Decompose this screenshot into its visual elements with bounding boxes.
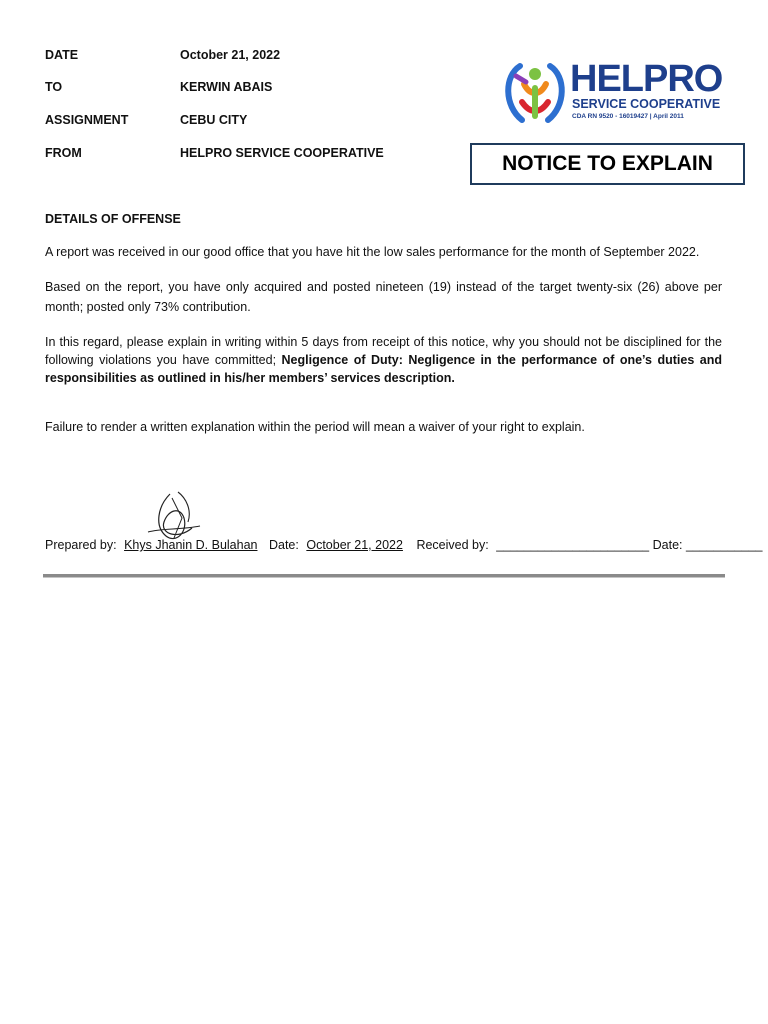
logo-registration: CDA RN 9520 - 16019427 | April 2011 [572,113,684,120]
to-label: TO [45,80,63,94]
prepared-by-name: Khys Jhanin D. Bulahan [124,538,258,552]
date-value: October 21, 2022 [180,48,281,62]
received-by-label: Received by: [416,538,489,552]
helpro-emblem-icon [500,58,570,128]
date-label: DATE [45,48,79,62]
paragraph-explain-text: In this regard, please explain in writing within 5 days from receipt of this notice, why you should not be disciplined for the following violations you have committed; [45,335,722,367]
notice-title: NOTICE TO EXPLAIN [502,152,713,175]
prepared-by-label: Prepared by: [45,538,117,552]
received-date-label: Date: [652,538,683,552]
notice-title-box [470,143,745,185]
signature-line [45,538,762,552]
received-by-field: ______________________ [496,538,650,552]
violation-text: Negligence of Duty: Negligence in the performance of one’s duties and responsibilities as outlined in his/her members’ services description. [45,353,722,385]
prepared-date-label: Date: [268,538,299,552]
prepared-date-value: October 21, 2022 [306,538,403,552]
paragraph-failure: Failure to render a written explanation within the period will mean a waiver of your right to explain. [45,420,585,434]
to-value: KERWIN ABAIS [180,80,273,94]
from-label: FROM [45,146,82,160]
paragraph-report: A report was received in our good office that you have hit the low sales performance for the month of September 2022. [45,245,700,259]
assignment-value: CEBU CITY [180,113,248,127]
received-date-field: ___________ [686,538,763,552]
helpro-logo [500,58,723,128]
logo-subtitle: SERVICE COOPERATIVE [572,97,721,111]
from-value: HELPRO SERVICE COOPERATIVE [180,146,384,160]
logo-title: HELPRO [570,58,723,100]
paragraph-explain [45,333,722,387]
assignment-label: ASSIGNMENT [45,113,129,127]
details-heading: DETAILS OF OFFENSE [45,212,181,226]
paragraph-performance: Based on the report, you have only acquired and posted nineteen (19) instead of the target twenty-six (26) above per month; posted only 73% contribution. [45,280,722,314]
footer-divider [43,574,725,578]
